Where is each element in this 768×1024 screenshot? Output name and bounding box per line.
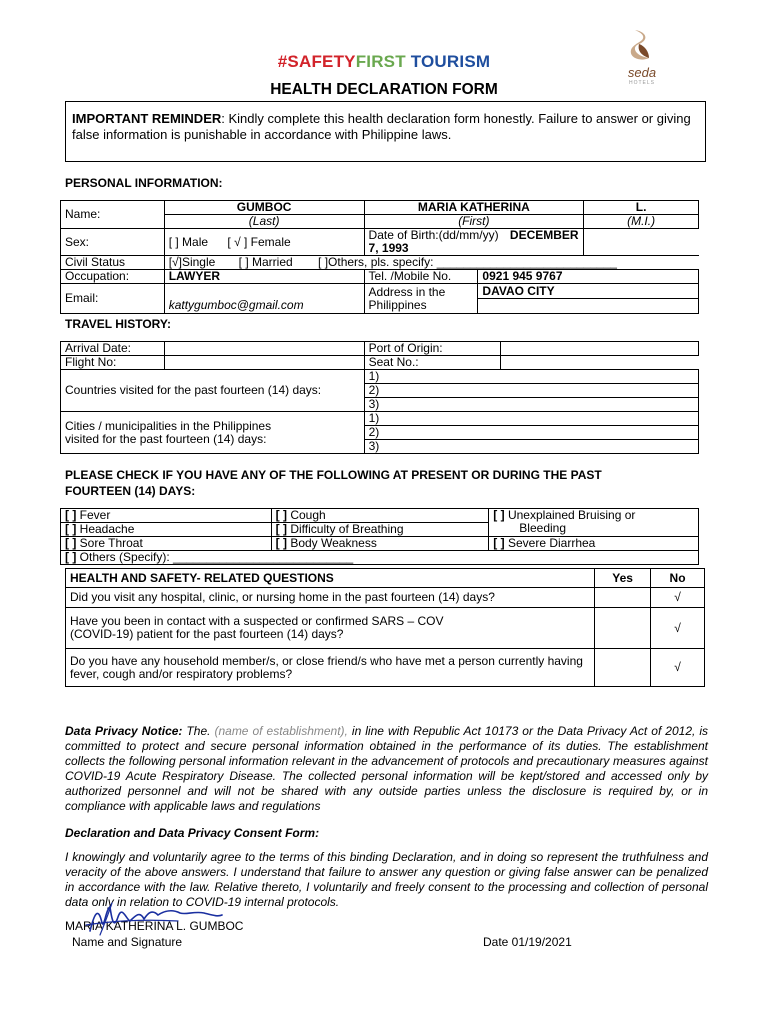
symptoms-heading: PLEASE CHECK IF YOU HAVE ANY OF THE FOLLOWING AT PRESENT OR DURING THE PAST FOURTEEN (14) DAYS:: [65, 468, 602, 498]
tel-label: Tel. /Mobile No.: [364, 270, 478, 284]
brand-logo: [622, 28, 662, 86]
sex-options: [164, 229, 364, 256]
symptom-headache[interactable]: [ ] Headache: [61, 523, 272, 537]
important-reminder: IMPORTANT REMINDER: Kindly complete this health declaration form honestly. Failure to answer or giving false information is punishable in accordance with Philippine laws.: [65, 101, 706, 162]
question-2-no[interactable]: √: [651, 608, 705, 649]
symptom-breathing[interactable]: [ ] Difficulty of Breathing: [271, 523, 489, 537]
city-1[interactable]: 1): [364, 412, 698, 426]
dob-cell: [364, 229, 584, 256]
brand-sub: HOTELS: [628, 80, 655, 86]
no-column-header: No: [651, 569, 705, 588]
dob-label: Date of Birth:(dd/mm/yy): [368, 228, 499, 242]
consent-text: I knowingly and voluntarily agree to the terms of this binding Declaration, and in doing so represent the truthfulness and veracity of the above answers. I understand that failure to answer any question or giving false answer can be penalized in accordance with the law. Relative thereto, I voluntarily and freely consent to the processing and collection of personal data only in relation to COVID-19 internal protocols.: [65, 850, 708, 909]
sex-label: Sex:: [61, 229, 165, 256]
travel-history-table: [60, 341, 699, 454]
data-privacy-notice: Data Privacy Notice: The. (name of establishment), in line with Republic Act 10173 or the Data Privacy Act of 2012, is committed to protect and secure personal information obtained in the performance of its duties. The establishment collects the following personal information relevant in the advancement of protocols and precautionary measures against COVID-19 Acute Respiratory Disease. The collected personal information will be kept/stored and accessed only by authorized personnel and will not be shared with any outside parties unless the disclosure is required by, or in compliance with applicable laws and regulations: [65, 724, 709, 813]
arrival-date-field[interactable]: [164, 342, 364, 356]
seat-no-field[interactable]: [501, 356, 699, 370]
cities-label: Cities / municipalities in the Philippines visited for the past fourteen (14) days:: [61, 412, 365, 454]
address-label: Address in the Philippines: [364, 284, 478, 314]
symptom-others[interactable]: [ ] Others (Specify): ___________________________: [61, 551, 699, 565]
first-name-field[interactable]: MARIA KATHERINA: [364, 201, 584, 215]
port-of-origin-label: Port of Origin:: [364, 342, 501, 356]
first-name-label: (First): [364, 215, 584, 229]
page-title: HEALTH DECLARATION FORM: [270, 81, 498, 98]
address-field[interactable]: DAVAO CITY: [478, 284, 699, 299]
country-1[interactable]: 1): [364, 370, 698, 384]
single-checkbox[interactable]: [√]Single: [168, 255, 216, 269]
civil-status-options: [164, 256, 698, 270]
question-1: Did you visit any hospital, clinic, or nursing home in the past fourteen (14) days?: [66, 588, 595, 608]
personal-info-table: [60, 200, 699, 314]
question-1-yes[interactable]: [595, 588, 651, 608]
brand-name: seda: [627, 65, 657, 80]
question-2-yes[interactable]: [595, 608, 651, 649]
signature-label: Name and Signature: [72, 935, 183, 949]
name-label: Name:: [61, 201, 165, 229]
arrival-date-label: Arrival Date:: [61, 342, 165, 356]
handwritten-signature: [82, 895, 232, 940]
address-field-2[interactable]: [478, 299, 699, 314]
middle-initial-label: (M.I.): [584, 215, 699, 229]
last-name-field[interactable]: GUMBOC: [164, 201, 364, 215]
question-3: Do you have any household member/s, or close friend/s who have met a person currently having fever, cough and/or respiratory problems?: [66, 649, 595, 687]
flight-no-label: Flight No:: [61, 356, 165, 370]
question-3-no[interactable]: √: [651, 649, 705, 687]
brand-swirl-icon: [627, 28, 657, 64]
married-checkbox[interactable]: [ ] Married: [238, 255, 293, 269]
symptom-weakness[interactable]: [ ] Body Weakness: [271, 537, 489, 551]
seat-no-label: Seat No.:: [364, 356, 501, 370]
email-label: Email:: [61, 284, 165, 314]
symptom-sore-throat[interactable]: [ ] Sore Throat: [61, 537, 272, 551]
consent-title: Declaration and Data Privacy Consent Form:: [65, 826, 320, 840]
civil-status-label: Civil Status: [61, 256, 165, 270]
tel-field[interactable]: 0921 945 9767: [478, 270, 699, 284]
port-of-origin-field[interactable]: [501, 342, 699, 356]
occupation-field[interactable]: LAWYER: [164, 270, 364, 284]
signature-date: Date 01/19/2021: [483, 935, 572, 949]
country-3[interactable]: 3): [364, 398, 698, 412]
city-3[interactable]: 3): [364, 440, 698, 454]
dob-field[interactable]: DECEMBER 7, 1993: [368, 228, 579, 255]
countries-label: Countries visited for the past fourteen (14) days:: [61, 370, 365, 412]
symptom-cough[interactable]: [ ] Cough: [271, 509, 489, 523]
symptoms-table: [60, 508, 699, 565]
campaign-logo: #SAFETYFIRST TOURISM: [277, 52, 491, 71]
middle-initial-field[interactable]: L.: [584, 201, 699, 215]
yes-column-header: Yes: [595, 569, 651, 588]
occupation-label: Occupation:: [61, 270, 165, 284]
signer-name: MARIA KATHERINA L. GUMBOC: [65, 919, 244, 933]
email-field[interactable]: kattygumboc@gmail.com: [164, 284, 364, 314]
symptom-fever[interactable]: [ ] Fever: [61, 509, 272, 523]
questions-heading: HEALTH AND SAFETY- RELATED QUESTIONS: [66, 569, 595, 588]
question-1-no[interactable]: √: [651, 588, 705, 608]
travel-history-heading: TRAVEL HISTORY:: [65, 317, 172, 331]
city-2[interactable]: 2): [364, 426, 698, 440]
symptom-diarrhea[interactable]: [ ] Severe Diarrhea: [489, 537, 699, 551]
others-checkbox[interactable]: [ ]Others, pls. specify: ___________________________: [318, 255, 617, 269]
health-questions-table: [65, 568, 705, 687]
flight-no-field[interactable]: [164, 356, 364, 370]
female-checkbox[interactable]: [ √ ] Female: [227, 234, 291, 249]
last-name-label: (Last): [164, 215, 364, 229]
personal-info-heading: PERSONAL INFORMATION:: [65, 176, 223, 190]
question-3-yes[interactable]: [595, 649, 651, 687]
country-2[interactable]: 2): [364, 384, 698, 398]
male-checkbox[interactable]: [ ] Male: [168, 234, 209, 249]
question-2: Have you been in contact with a suspected or confirmed SARS – COV (COVID-19) patient for the past fourteen (14) days?: [66, 608, 595, 649]
symptom-bruising[interactable]: [ ] Unexplained Bruising or Bleeding: [489, 509, 699, 537]
